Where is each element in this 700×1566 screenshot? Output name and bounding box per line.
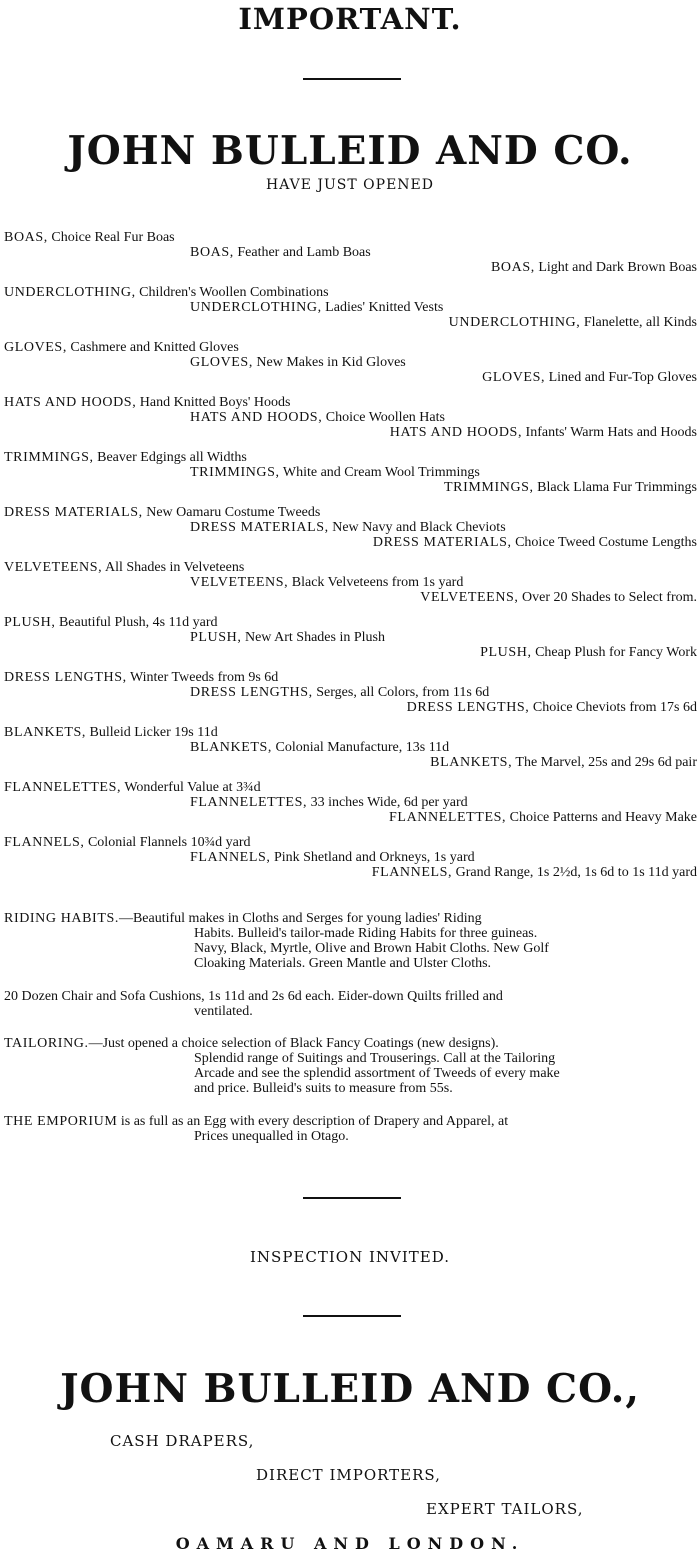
listing-line-plush [480,645,697,660]
riding-habits-line: —Beautiful makes in Cloths and Serges for young ladies' Riding [118,911,482,926]
listing-description: Choice Woollen Hats [322,410,445,425]
listing-line-dress-lengths [4,670,278,685]
listing-description: Black Llama Fur Trimmings [533,480,697,495]
tailoring-line: Arcade and see the splendid assortment of Tweeds of every make [194,1066,560,1081]
tailoring-paragraph [4,1036,560,1096]
listing-line-gloves [4,340,239,355]
emporium-lead: THE EMPORIUM [4,1114,118,1129]
cushions-line: 20 Dozen Chair and Sofa Cushions, 1s 11d and 2s 6d each. Eider-down Quilts frilled and [4,989,503,1004]
listing-line-boas [4,230,175,245]
important-heading: IMPORTANT. [238,2,462,36]
listing-line-flannelettes [190,795,468,810]
emporium-paragraph [4,1114,508,1144]
listing-line-underclothing [449,315,697,330]
footer-firm-name: JOHN BULLEID AND CO., [60,1366,640,1412]
location-line: OAMARU AND LONDON. [175,1534,525,1553]
listing-line-flannels [4,835,251,850]
listing-description: Children's Woollen Combinations [135,285,329,300]
listing-description: Flanelette, all Kinds [580,315,697,330]
listing-description: Colonial Flannels 10¾d yard [84,835,251,850]
listing-description: Wonderful Value at 3¾d [121,780,261,795]
listing-line-boas [190,245,371,260]
listing-keyword: UNDERCLOTHING, [448,315,581,330]
listing-description: Grand Range, 1s 2½d, 1s 6d to 1s 11d yard [452,865,697,880]
listing-line-dress-lengths [407,700,697,715]
listing-keyword: TRIMMINGS, [444,480,534,495]
listing-keyword: FLANNELS, [190,850,271,865]
firm-name-heading: JOHN BULLEID AND CO. [67,128,633,174]
tagline-cash-drapers: CASH DRAPERS, [110,1432,255,1450]
riding-habits-line: Navy, Black, Myrtle, Olive and Brown Habit Cloths. New Golf [194,941,549,956]
listing-line-dress-materials [373,535,697,550]
listing-line-gloves [190,355,406,370]
listing-line-velveteens [420,590,697,605]
listing-description: Beaver Edgings all Widths [93,450,247,465]
listing-line-hats-and-hoods [4,395,290,410]
listing-line-trimmings [444,480,697,495]
listing-line-flannelettes [4,780,261,795]
listing-keyword: PLUSH, [480,645,532,660]
listing-keyword: BOAS, [4,230,48,245]
riding-habits-paragraph [4,911,549,971]
listing-keyword: DRESS LENGTHS, [4,670,127,685]
tailoring-line: —Just opened a choice selection of Black Fancy Coatings (new designs). [88,1036,499,1051]
tailoring-line: and price. Bulleid's suits to measure from 55s. [194,1081,453,1096]
listing-line-boas [491,260,697,275]
cushions-paragraph [4,989,503,1019]
listing-keyword: GLOVES, [190,355,253,370]
listing-keyword: FLANNELS, [371,865,453,880]
listing-keyword: VELVETEENS, [190,575,289,590]
listing-description: Colonial Manufacture, 13s 11d [272,740,450,755]
listing-keyword: GLOVES, [482,370,546,385]
listing-line-trimmings [190,465,480,480]
listing-description: White and Cream Wool Trimmings [279,465,480,480]
listing-keyword: FLANNELS, [4,835,85,850]
listing-description: All Shades in Velveteens [102,560,245,575]
listing-description: 33 inches Wide, 6d per yard [307,795,468,810]
listing-description: Infants' Warm Hats and Hoods [522,425,697,440]
listing-description: New Art Shades in Plush [241,630,385,645]
listing-keyword: BLANKETS, [430,755,513,770]
listing-line-flannels [372,865,697,880]
listing-description: Bulleid Licker 19s 11d [86,725,218,740]
listing-keyword: HATS AND HOODS, [389,425,523,440]
tailoring-line: Splendid range of Suitings and Trouserings. Call at the Tailoring [194,1051,556,1066]
tagline-expert-tailors: EXPERT TAILORS, [426,1500,584,1518]
listing-keyword: FLANNELETTES, [190,795,308,810]
listing-description: Black Velveteens from 1s yard [288,575,464,590]
listing-keyword: VELVETEENS, [4,560,103,575]
listing-line-velveteens [4,560,244,575]
listing-keyword: BOAS, [190,245,234,260]
listing-line-velveteens [190,575,463,590]
listing-keyword: FLANNELETTES, [4,780,122,795]
listing-line-blankets [190,740,449,755]
cushions-line: ventilated. [194,1004,253,1019]
listing-description: New Oamaru Costume Tweeds [142,505,321,520]
listing-keyword: UNDERCLOTHING, [190,300,322,315]
listing-description: New Navy and Black Cheviots [328,520,506,535]
listing-line-flannels [190,850,475,865]
listing-line-plush [190,630,385,645]
listing-line-hats-and-hoods [390,425,697,440]
listing-description: New Makes in Kid Gloves [252,355,406,370]
tagline-direct-importers: DIRECT IMPORTERS, [256,1466,441,1484]
listing-line-blankets [430,755,697,770]
listing-keyword: HATS AND HOODS, [4,395,137,410]
listing-description: Over 20 Shades to Select from. [518,590,697,605]
listing-description: Choice Cheviots from 17s 6d [529,700,697,715]
listing-line-flannelettes [389,810,697,825]
listing-keyword: DRESS MATERIALS, [372,535,512,550]
listing-line-trimmings [4,450,247,465]
divider-rule [303,1197,401,1199]
listing-description: Pink Shetland and Orkneys, 1s yard [270,850,475,865]
listing-line-underclothing [190,300,443,315]
listing-line-plush [4,615,217,630]
listing-description: Light and Dark Brown Boas [534,260,697,275]
listing-keyword: VELVETEENS, [420,590,519,605]
listing-description: Choice Tweed Costume Lengths [511,535,697,550]
listing-keyword: HATS AND HOODS, [190,410,323,425]
listing-keyword: PLUSH, [4,615,56,630]
listing-keyword: DRESS MATERIALS, [4,505,143,520]
listing-description: Choice Patterns and Heavy Make [506,810,697,825]
listing-line-underclothing [4,285,329,300]
listing-line-dress-materials [4,505,320,520]
listing-description: Cheap Plush for Fancy Work [531,645,697,660]
listing-keyword: DRESS LENGTHS, [406,700,530,715]
listing-keyword: BLANKETS, [4,725,87,740]
listing-line-blankets [4,725,218,740]
listing-description: Serges, all Colors, from 11s 6d [312,685,490,700]
listing-keyword: DRESS MATERIALS, [190,520,329,535]
listing-line-hats-and-hoods [190,410,445,425]
listing-line-dress-lengths [190,685,489,700]
emporium-line: Prices unequalled in Otago. [194,1129,349,1144]
listing-description: Feather and Lamb Boas [233,245,371,260]
listing-keyword: TRIMMINGS, [4,450,94,465]
divider-rule [303,78,401,80]
listing-line-gloves [482,370,697,385]
subtitle: HAVE JUST OPENED [265,177,434,193]
divider-rule [303,1315,401,1317]
listing-keyword: FLANNELETTES, [389,810,507,825]
listing-line-dress-materials [190,520,506,535]
riding-habits-line: Cloaking Materials. Green Mantle and Ulster Cloths. [194,956,492,971]
inspection-invited: INSPECTION INVITED. [250,1248,450,1266]
listing-keyword: BLANKETS, [190,740,273,755]
listing-description: Ladies' Knitted Vests [321,300,444,315]
listing-description: Winter Tweeds from 9s 6d [126,670,279,685]
listing-keyword: BOAS, [490,260,535,275]
tailoring-lead: TAILORING. [4,1036,89,1051]
listing-description: Lined and Fur-Top Gloves [545,370,697,385]
emporium-line: is as full as an Egg with every description of Drapery and Apparel, at [117,1114,509,1129]
listing-keyword: DRESS LENGTHS, [190,685,313,700]
listing-keyword: PLUSH, [190,630,242,645]
listing-description: The Marvel, 25s and 29s 6d pair [512,755,697,770]
listing-description: Choice Real Fur Boas [47,230,175,245]
listing-keyword: TRIMMINGS, [190,465,280,480]
listing-description: Hand Knitted Boys' Hoods [136,395,291,410]
listing-description: Cashmere and Knitted Gloves [66,340,239,355]
riding-habits-lead: RIDING HABITS. [4,911,119,926]
listing-keyword: GLOVES, [4,340,67,355]
riding-habits-line: Habits. Bulleid's tailor-made Riding Habits for three guineas. [194,926,538,941]
listing-description: Beautiful Plush, 4s 11d yard [55,615,218,630]
listing-keyword: UNDERCLOTHING, [4,285,136,300]
